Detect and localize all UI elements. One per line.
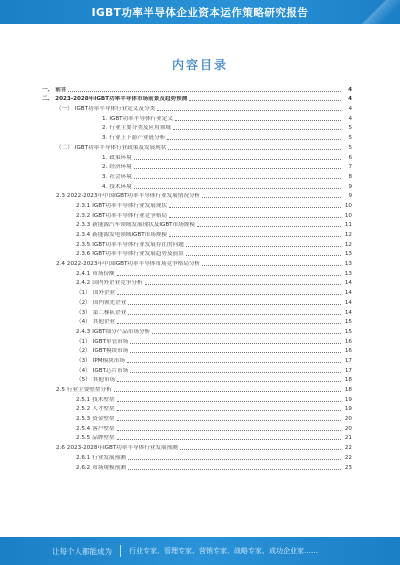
toc-entry-title: 新能源发电领域IGBT市场规模 — [92, 232, 168, 238]
toc-entry-page: 14 — [344, 280, 352, 287]
footer-divider — [120, 545, 121, 557]
header-decoration — [360, 0, 400, 24]
toc-entry-page: 12 — [344, 241, 352, 248]
toc-entry[interactable] — [42, 326, 352, 336]
toc-entry-number: 2.4.1 — [76, 270, 91, 277]
toc-entry-title: 其他市场 — [92, 377, 116, 384]
toc-entry[interactable] — [42, 200, 352, 210]
toc-entry-number: （3） — [76, 309, 91, 316]
toc-entry-number: （2） — [76, 348, 91, 355]
toc-entry-page: 9 — [348, 183, 352, 190]
footer-slogan-right: 行业专家、管理专家、营销专家、战略专家、成功企业家…… — [129, 547, 318, 555]
toc-dot-leader — [117, 420, 341, 421]
toc-dot-leader — [128, 469, 341, 470]
toc-entry-title: 2022-2023年中国IGBT功率半导体行业发展情况分析 — [66, 193, 201, 200]
toc-entry-title: IGBT模块市场 — [92, 348, 129, 355]
toc-entry-number: （一） — [56, 106, 73, 113]
toc-entry-page: 4 — [348, 106, 352, 113]
toc-entry-page: 4 — [348, 86, 352, 93]
report-title: IGBT功率半导体企业资本运作策略研究报告 — [91, 6, 309, 19]
toc-entry[interactable] — [42, 413, 352, 423]
toc-dot-leader — [169, 236, 341, 237]
toc-entry[interactable] — [42, 220, 352, 230]
toc-entry-page: 18 — [344, 387, 352, 393]
toc-entry-number: 2.4.3 — [76, 328, 91, 335]
toc-entry-title: 行业主要分类及应用领域 — [109, 125, 171, 132]
toc-entry[interactable] — [42, 452, 352, 462]
toc-entry-title: 技术环境 — [109, 183, 132, 190]
toc-entry-number: 3. — [102, 135, 108, 142]
toc-entry[interactable] — [42, 287, 352, 297]
toc-entry[interactable] — [42, 171, 352, 181]
toc-dot-leader — [180, 449, 341, 450]
toc-entry-title: 资金壁垒 — [92, 416, 115, 423]
toc-entry-title: 国内领先企业 — [92, 299, 127, 306]
toc-entry[interactable] — [42, 442, 352, 452]
toc-entry-page: 6 — [348, 154, 352, 161]
toc-entry[interactable] — [42, 181, 352, 191]
toc-entry[interactable] — [42, 317, 352, 327]
toc-entry[interactable] — [42, 365, 352, 375]
toc-dot-leader — [167, 139, 341, 140]
toc-entry-title: IGBT功率半导体行业发展现状 — [92, 202, 168, 209]
toc-entry-page: 5 — [348, 135, 352, 142]
toc-entry-title: 人才壁垒 — [92, 406, 115, 413]
toc-entry-number: 2.3.3 — [76, 222, 91, 229]
toc-entry-number: 2.3.5 — [76, 241, 91, 248]
toc-entry-page: 13 — [344, 251, 352, 258]
toc-entry-number: 2.5.3 — [76, 416, 91, 423]
toc-entry[interactable] — [42, 132, 352, 142]
toc-entry[interactable] — [42, 278, 352, 288]
toc-dot-leader — [117, 381, 341, 382]
toc-entry-number: 2.3.6 — [76, 251, 91, 258]
toc-entry-title: 市场份额 — [92, 270, 115, 277]
toc-entry-page: 5 — [348, 144, 352, 151]
toc-dot-leader — [117, 401, 341, 402]
toc-entry-number: 2.6 — [56, 445, 65, 452]
toc-entry-number: 2.3.2 — [76, 212, 91, 219]
toc-entry-page: 5 — [348, 125, 352, 132]
toc-entry[interactable] — [42, 433, 352, 443]
toc-entry[interactable] — [42, 384, 352, 394]
toc-entry[interactable] — [42, 375, 352, 385]
toc-entry-title: 2023-2028年IGBT功率半导体行业发展预测 — [66, 445, 178, 452]
toc-entry-number: 4. — [102, 183, 108, 190]
toc-entry-number: 一、 — [42, 86, 54, 93]
table-of-contents — [42, 84, 352, 472]
toc-entry[interactable] — [42, 249, 352, 259]
toc-entry-page: 13 — [344, 270, 352, 277]
toc-entry[interactable] — [42, 239, 352, 249]
toc-dot-leader — [114, 391, 341, 392]
toc-entry[interactable] — [42, 394, 352, 404]
toc-dot-leader — [152, 333, 341, 334]
toc-dot-leader — [134, 168, 341, 169]
toc-entry[interactable] — [42, 152, 352, 162]
toc-entry-page: 17 — [344, 367, 352, 374]
toc-entry[interactable] — [42, 258, 352, 268]
toc-entry-title: 国外企业 — [92, 290, 116, 297]
toc-dot-leader — [117, 410, 341, 411]
toc-entry-page: 10 — [344, 202, 352, 209]
toc-entry-page: 14 — [344, 309, 352, 316]
toc-entry-page: 4 — [348, 96, 352, 103]
toc-dot-leader — [134, 159, 341, 160]
toc-entry[interactable] — [42, 268, 352, 278]
toc-entry-title: 行业发展预测 — [92, 454, 126, 461]
toc-entry-number: （3） — [76, 357, 91, 364]
toc-dot-leader — [186, 255, 341, 256]
footer-bar — [0, 537, 400, 565]
toc-entry-page: 4 — [348, 115, 352, 122]
toc-entry-page: 9 — [348, 193, 352, 200]
toc-entry[interactable] — [42, 404, 352, 414]
toc-entry-title: 政策环境 — [109, 154, 132, 161]
toc-entry-title: 经济环境 — [109, 164, 132, 171]
toc-entry-title: 2023-2028年IGBT功率半导体市场前景及趋势预测 — [55, 96, 188, 103]
toc-entry-number: 3. — [102, 173, 108, 180]
toc-entry-number: 2.3.1 — [76, 202, 91, 209]
toc-entry-number: （4） — [76, 319, 91, 326]
toc-entry-page: 22 — [344, 445, 352, 452]
toc-entry-page: 10 — [344, 212, 352, 219]
toc-entry-number: （1） — [76, 338, 91, 345]
toc-dot-leader — [68, 91, 341, 92]
toc-entry-page: 22 — [344, 454, 352, 461]
toc-dot-leader — [128, 304, 341, 305]
toc-dot-leader — [130, 372, 341, 373]
toc-entry-title: 品牌壁垒 — [92, 435, 115, 442]
toc-dot-leader — [128, 314, 341, 315]
toc-entry-title: 其他企业 — [92, 319, 116, 326]
toc-entry-title: 前言 — [55, 86, 67, 93]
toc-dot-leader — [128, 459, 341, 460]
toc-entry-page: 8 — [348, 173, 352, 180]
toc-entry[interactable] — [42, 423, 352, 433]
toc-entry-number: 2.3 — [56, 193, 65, 200]
toc-entry-number: 2.6.2 — [76, 464, 91, 471]
toc-entry-title: IGBT单管市场 — [92, 338, 129, 345]
toc-entry-number: 2.5 — [56, 387, 65, 393]
toc-entry[interactable] — [42, 191, 352, 201]
toc-entry-page: 19 — [344, 406, 352, 413]
toc-dot-leader — [127, 362, 341, 363]
toc-entry-title: IGBT功率半导体行业定义及分类 — [74, 106, 156, 113]
toc-entry[interactable] — [42, 297, 352, 307]
toc-entry-number: （二） — [56, 144, 73, 151]
toc-entry-page: 7 — [348, 164, 352, 171]
toc-entry-page: 16 — [344, 338, 352, 345]
toc-dot-leader — [173, 129, 341, 130]
toc-entry[interactable] — [42, 84, 352, 94]
toc-entry-title: IGBT功率半导体行业定义 — [109, 115, 173, 122]
toc-entry[interactable] — [42, 462, 352, 472]
toc-dot-leader — [117, 430, 341, 431]
toc-entry-number: 2.5.5 — [76, 435, 91, 442]
toc-entry-title: 第二梯队企业 — [92, 309, 127, 316]
toc-entry[interactable] — [42, 355, 352, 365]
toc-dot-leader — [186, 246, 341, 247]
toc-dot-leader — [189, 100, 341, 101]
toc-dot-leader — [145, 284, 341, 285]
toc-entry-title: 技术壁垒 — [92, 396, 115, 403]
toc-dot-leader — [202, 265, 341, 266]
toc-entry-number: （2） — [76, 299, 91, 306]
toc-entry-number: 2.4 — [56, 261, 65, 268]
toc-entry-page: 20 — [344, 425, 352, 432]
toc-entry[interactable] — [42, 162, 352, 172]
toc-entry-title: IGBT细分产品市场分析 — [92, 328, 151, 335]
toc-entry-title: 行业上下游产业链分析 — [109, 135, 166, 142]
toc-dot-leader — [197, 226, 341, 227]
toc-entry-title: 2022-2023年中国IGBT功率半导体市场竞争格局分析 — [66, 261, 201, 268]
toc-entry-number: 1. — [102, 115, 108, 122]
toc-entry[interactable] — [42, 346, 352, 356]
toc-entry-page: 14 — [344, 299, 352, 306]
toc-entry-title: IGBT功率半导体行业发展趋势及前景 — [92, 251, 184, 258]
toc-entry[interactable] — [42, 210, 352, 220]
toc-entry-page: 11 — [344, 222, 352, 229]
toc-entry-page: 17 — [344, 357, 352, 364]
toc-heading: 内容目录 — [171, 58, 228, 72]
toc-entry-title: 行业主要壁垒分析 — [66, 387, 112, 393]
toc-entry[interactable] — [42, 142, 352, 152]
toc-entry-title: 客户壁垒 — [92, 425, 115, 432]
toc-entry-title: 社会环境 — [109, 173, 132, 180]
toc-dot-leader — [117, 323, 341, 324]
toc-entry-number: 二、 — [42, 96, 54, 103]
toc-entry-page: 15 — [344, 328, 352, 335]
toc-entry-page: 15 — [344, 319, 352, 326]
toc-entry[interactable] — [42, 307, 352, 317]
toc-dot-leader — [117, 439, 341, 440]
toc-entry-number: 2.4.2 — [76, 280, 91, 287]
toc-entry-page: 12 — [344, 232, 352, 238]
toc-entry-number: （5） — [76, 377, 91, 384]
toc-entry-page: 21 — [344, 435, 352, 442]
toc-entry-title: IGBT功率半导体行业竞争格局 — [92, 212, 168, 219]
toc-dot-leader — [202, 197, 341, 198]
toc-entry-page: 14 — [344, 290, 352, 297]
toc-entry-title: IGBT功率半导体行业发展存在的问题 — [92, 241, 184, 248]
toc-entry-number: 2.6.1 — [76, 454, 91, 461]
toc-entry[interactable] — [42, 94, 352, 104]
toc-entry-number: 2.5.4 — [76, 425, 91, 432]
toc-entry-title: 新能源汽车领域发展现状及IGBT市场规模 — [92, 222, 195, 229]
toc-entry-number: 2. — [102, 164, 108, 171]
toc-entry-page: 19 — [344, 396, 352, 403]
toc-entry-title: IPM模块市场 — [92, 357, 125, 364]
footer-slogan-left: 让每个人都能成为 — [52, 546, 112, 556]
toc-dot-leader — [169, 207, 341, 208]
toc-dot-leader — [130, 352, 341, 353]
toc-entry[interactable] — [42, 103, 352, 113]
toc-dot-leader — [134, 188, 341, 189]
toc-dot-leader — [168, 149, 341, 150]
toc-entry-number: 2. — [102, 125, 108, 132]
toc-entry-title: IGBT功率半导体行业政策及发展现状 — [74, 144, 167, 151]
toc-entry-page: 20 — [344, 416, 352, 423]
toc-dot-leader — [130, 343, 341, 344]
toc-entry-number: （1） — [76, 290, 91, 297]
toc-entry-page: 23 — [344, 464, 352, 471]
report-header-bar — [0, 0, 400, 24]
toc-entry-number: 2.3.4 — [76, 232, 91, 238]
toc-entry-number: 2.5.2 — [76, 406, 91, 413]
toc-entry[interactable] — [42, 229, 352, 239]
toc-entry-title: 国内外企业竞争分析 — [92, 280, 143, 287]
toc-dot-leader — [117, 294, 341, 295]
toc-entry-number: 2.5.1 — [76, 396, 91, 403]
toc-entry-title: IGBT芯片市场 — [92, 367, 129, 374]
toc-dot-leader — [157, 110, 341, 111]
toc-entry[interactable] — [42, 336, 352, 346]
toc-dot-leader — [175, 120, 341, 121]
toc-entry-number: （4） — [76, 367, 91, 374]
toc-entry-number: 1. — [102, 154, 108, 161]
toc-entry[interactable] — [42, 113, 352, 123]
toc-dot-leader — [169, 217, 341, 218]
toc-entry-page: 18 — [344, 377, 352, 384]
toc-dot-leader — [117, 275, 341, 276]
toc-entry-page: 16 — [344, 348, 352, 355]
toc-entry[interactable] — [42, 123, 352, 133]
toc-entry-page: 13 — [344, 261, 352, 268]
toc-entry-title: 市场规模预测 — [92, 464, 126, 471]
toc-dot-leader — [134, 178, 341, 179]
